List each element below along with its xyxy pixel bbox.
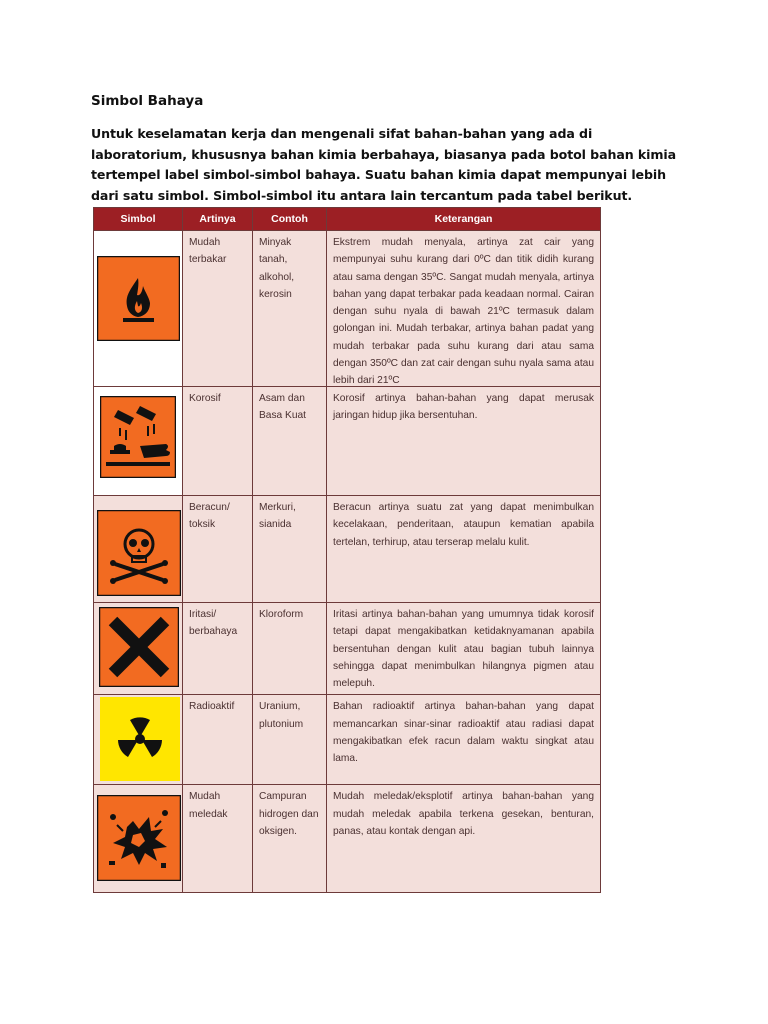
table-row xyxy=(94,785,601,893)
hazard-table-part-2 xyxy=(93,386,601,893)
skull-crossbones-icon xyxy=(97,510,181,596)
keterangan-cell: Ekstrem mudah menyala, artinya zat cair yang mempunyai suhu kurang dari 0ºC dan titik didih kurang atau sama dengan 35ºC. Sangat mudah menyala, artinya bahan yang dapat terbakar pada keadaan normal. Cairan dengan suhu nyala di bawah 21ºC termasuk dalam golongan ini. Mudah terbakar, artinya bahan padat yang mudah terbakar pada suhu kurang dari atau sama dengan 350ºC dan zat cair dengan suhu nyala sama atau lebih dari 21ºC xyxy=(327,231,601,393)
irritant-x-icon xyxy=(99,607,179,687)
artinya-cell: Mudah meledak xyxy=(183,785,253,893)
keterangan-cell: Korosif artinya bahan-bahan yang dapat merusak jaringan hidup jika bersentuhan. xyxy=(327,387,601,496)
intro-paragraph: Untuk keselamatan kerja dan mengenali sifat bahan-bahan yang ada di laboratorium, khususnya bahan kimia berbahaya, biasanya pada botol bahan kimia tertempel label simbol-simbol bahaya. Suatu bahan kimia dapat mempunyai lebih dari satu simbol. Simbol-simbol itu antara lain tercantum pada tabel berikut. xyxy=(91,126,677,203)
table-row xyxy=(94,603,601,695)
header-keterangan: Keterangan xyxy=(327,208,601,231)
artinya-cell: Iritasi/ berbahaya xyxy=(183,603,253,695)
symbol-cell xyxy=(94,231,183,393)
symbol-cell xyxy=(94,785,183,893)
header-simbol: Simbol xyxy=(94,208,183,231)
symbol-cell xyxy=(94,603,183,695)
symbol-cell xyxy=(94,387,183,496)
table-row xyxy=(94,496,601,603)
header-artinya: Artinya xyxy=(183,208,253,231)
keterangan-cell: Bahan radioaktif artinya bahan-bahan yang dapat memancarkan sinar-sinar radioaktif atau radiasi dapat mengakibatkan efek racun dalam waktu singkat atau lama. xyxy=(327,695,601,785)
artinya-cell: Korosif xyxy=(183,387,253,496)
flame-icon xyxy=(97,256,180,341)
header-contoh: Contoh xyxy=(253,208,327,231)
contoh-cell: Campuran hidrogen dan oksigen. xyxy=(253,785,327,893)
symbol-cell xyxy=(94,695,183,785)
table-row xyxy=(94,387,601,496)
keterangan-cell: Mudah meledak/eksplotif artinya bahan-bahan yang mudah meledak apabila terkena gesekan, benturan, panas, atau kontak dengan api. xyxy=(327,785,601,893)
artinya-cell: Radioaktif xyxy=(183,695,253,785)
contoh-cell: Merkuri, sianida xyxy=(253,496,327,603)
hazard-table-part-1 xyxy=(93,207,601,393)
keterangan-cell: Beracun artinya suatu zat yang dapat menimbulkan kecelakaan, penderitaan, ataupun kematian apabila tertelan, terhirup, atau terserap melalu kulit. xyxy=(327,496,601,603)
keterangan-cell: Iritasi artinya bahan-bahan yang umumnya tidak korosif tetapi dapat mengakibatkan ketidaknyamanan apabila bersentuhan dengan kulit atau bagian tubuh lainnya sehingga dapat menimbulkan hilangnya pigmen atau melepuh. xyxy=(327,603,601,695)
table-row xyxy=(94,231,601,393)
contoh-cell: Kloroform xyxy=(253,603,327,695)
symbol-cell xyxy=(94,496,183,603)
table-header-row xyxy=(94,208,601,231)
contoh-cell: Uranium, plutonium xyxy=(253,695,327,785)
table-row xyxy=(94,695,601,785)
artinya-cell: Mudah terbakar xyxy=(183,231,253,393)
artinya-cell: Beracun/ toksik xyxy=(183,496,253,603)
corrosive-icon xyxy=(100,396,176,478)
contoh-cell: Asam dan Basa Kuat xyxy=(253,387,327,496)
radioactive-icon xyxy=(100,697,180,781)
contoh-cell: Minyak tanah, alkohol, kerosin xyxy=(253,231,327,393)
explosive-icon xyxy=(97,795,181,881)
page-title: Simbol Bahaya xyxy=(91,93,204,109)
